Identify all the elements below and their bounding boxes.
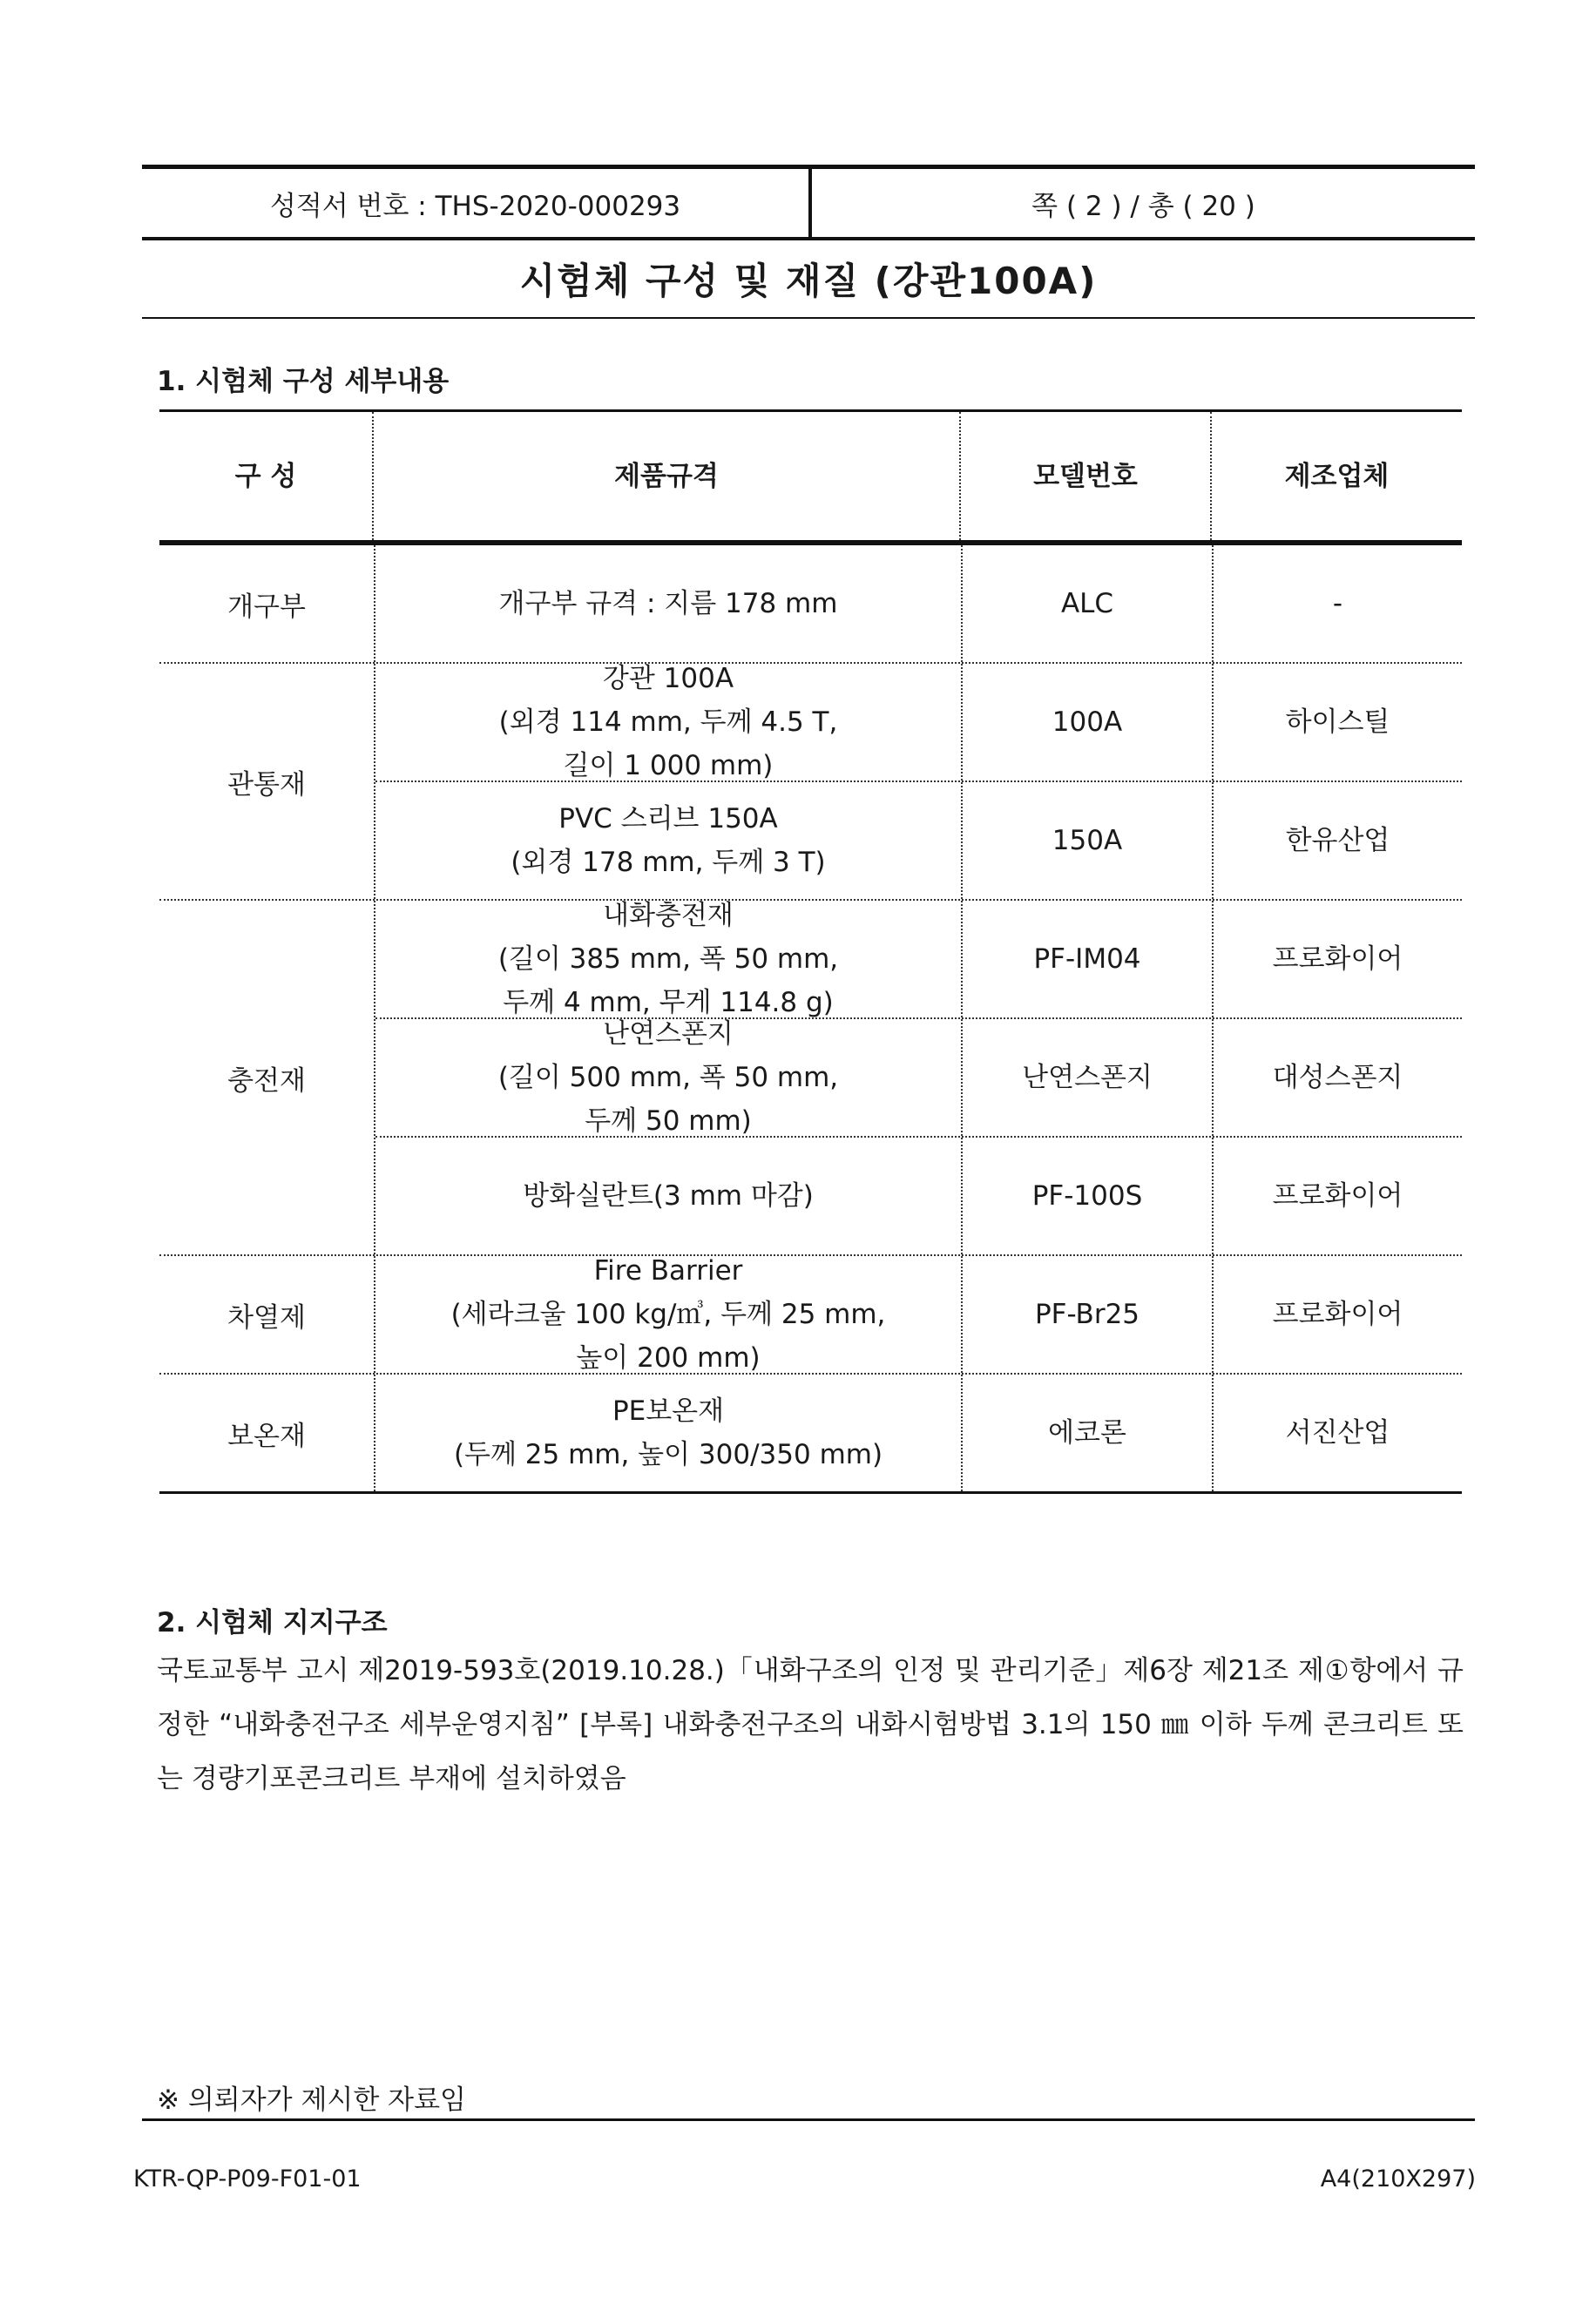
maker-cell: 프로화이어 [1272, 943, 1403, 975]
composition-cell: 관통재 [159, 664, 375, 899]
composition-cell: 보온재 [159, 1375, 375, 1491]
table-bottom-rule [159, 1491, 1462, 1494]
table-row [375, 664, 1462, 780]
column-header-model: 모델번호 [961, 412, 1212, 540]
column-header-composition: 구 성 [159, 412, 374, 540]
spec-cell [375, 545, 963, 662]
spec-cell [375, 782, 963, 899]
column-header-maker: 제조업체 [1284, 460, 1390, 492]
table-row [375, 1138, 1462, 1254]
table-row [375, 782, 1462, 899]
model-cell: PF-Br25 [963, 1256, 1214, 1373]
spec-line: Fire Barrier [593, 1255, 743, 1287]
form-id: KTR-QP-P09-F01-01 [133, 2165, 362, 2193]
table-group [159, 545, 1462, 662]
table-group [159, 1256, 1462, 1373]
column-header-spec: 제품규격 [374, 412, 961, 540]
table-row [375, 901, 1462, 1017]
spec-line: 강관 100A [602, 663, 734, 694]
model-cell: 150A [963, 782, 1214, 899]
model-cell: 난연스폰지 [963, 1019, 1214, 1136]
composition-cell: 개구부 [159, 545, 375, 662]
table-row [375, 1256, 1462, 1373]
client-data-note: ※ 의뢰자가 제시한 자료임 [157, 2084, 466, 2116]
table-row [375, 545, 1462, 662]
support-structure-paragraph: 국토교통부 고시 제2019-593호(2019.10.28.)「내화구조의 인정 및 관리기준」제6장 제21조 제①항에서 규정한 “내화충전구조 세부운영지침” [부록] 내화충전구조의 내화시험방법 3.1의 150 ㎜ 이하 두께 콘크리트 또는 경량기포콘크리트 부재에 설치하였음 [157, 1655, 1464, 1794]
maker-cell: 프로화이어 [1272, 1180, 1403, 1212]
report-number: 성적서 번호 : THS-2020-000293 [142, 169, 812, 237]
paper-size: A4(210X297) [1320, 2165, 1476, 2193]
spec-cell [375, 1256, 963, 1373]
spec-line: 두께 50 mm) [585, 1105, 752, 1137]
maker-cell: 서진산업 [1285, 1417, 1390, 1449]
spec-line: (세라크울 100 kg/㎥, 두께 25 mm, [450, 1299, 886, 1330]
table-group [159, 664, 1462, 899]
section1-title: 1. 시험체 구성 세부내용 [157, 366, 450, 397]
model-cell: PF-IM04 [963, 901, 1214, 1017]
maker-cell: 한유산업 [1285, 825, 1390, 856]
page-info: 쪽 ( 2 ) / 총 ( 20 ) [1031, 190, 1255, 222]
spec-cell [375, 901, 963, 1017]
model-cell: 에코론 [963, 1375, 1214, 1491]
maker-cell: 대성스폰지 [1272, 1062, 1403, 1093]
footer-rule [142, 2118, 1475, 2121]
spec-line: 방화실란트(3 mm 마감) [523, 1180, 814, 1212]
spec-cell [375, 664, 963, 780]
table-group [159, 1375, 1462, 1491]
spec-line: 개구부 규격 : 지름 178 mm [498, 588, 838, 619]
spec-line: PE보온재 [612, 1395, 725, 1427]
spec-line: (두께 25 mm, 높이 300/350 mm) [453, 1439, 883, 1470]
composition-table [159, 409, 1462, 1494]
spec-line: 난연스폰지 [603, 1018, 734, 1050]
table-header-row [159, 412, 1462, 540]
spec-cell [375, 1375, 963, 1491]
spec-line: 두께 4 mm, 무게 114.8 g) [503, 987, 834, 1018]
composition-cell: 차열제 [159, 1256, 375, 1373]
model-cell: PF-100S [963, 1138, 1214, 1254]
table-row [375, 1019, 1462, 1136]
table-row [375, 1375, 1462, 1491]
spec-cell [375, 1019, 963, 1136]
model-cell: ALC [963, 545, 1214, 662]
spec-line: (길이 385 mm, 폭 50 mm, [497, 943, 839, 975]
maker-cell: - [1332, 588, 1343, 619]
model-cell: 100A [963, 664, 1214, 780]
page-title: 시험체 구성 및 재질 (강관100A) [519, 260, 1098, 302]
table-group [159, 901, 1462, 1254]
spec-line: PVC 스리브 150A [558, 803, 778, 834]
table-body [159, 545, 1462, 1491]
spec-line: 길이 1 000 mm) [563, 750, 774, 781]
composition-cell: 충전재 [159, 901, 375, 1254]
spec-line: (길이 500 mm, 폭 50 mm, [497, 1062, 839, 1093]
spec-line: 높이 200 mm) [576, 1342, 761, 1374]
section2-title: 2. 시험체 지지구조 [157, 1607, 388, 1638]
spec-line: 내화충전재 [603, 900, 734, 931]
maker-cell: 하이스틸 [1285, 706, 1390, 738]
spec-cell [375, 1138, 963, 1254]
document-header [142, 165, 1475, 319]
spec-line: (외경 178 mm, 두께 3 T) [511, 847, 826, 878]
header-bottom-rule [142, 317, 1475, 319]
spec-line: (외경 114 mm, 두께 4.5 T, [498, 706, 838, 738]
maker-cell: 프로화이어 [1272, 1299, 1403, 1330]
